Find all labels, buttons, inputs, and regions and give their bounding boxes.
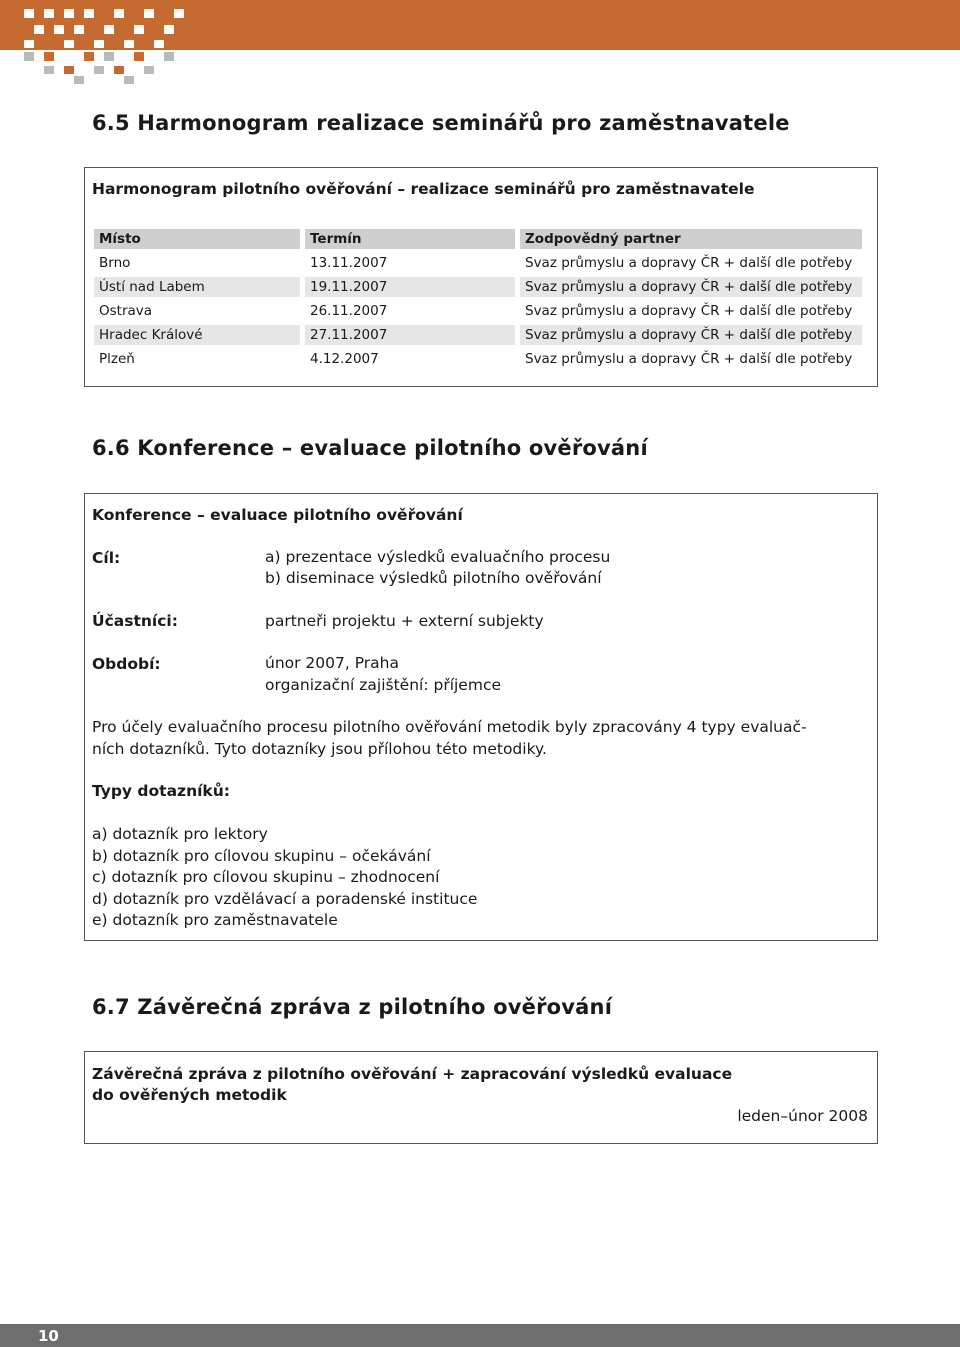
cell-date: 19.11.2007: [305, 277, 515, 297]
cell-partner: Svaz průmyslu a dopravy ČR + další dle potřeby: [525, 303, 853, 319]
period-label: Období:: [92, 655, 161, 673]
list-item: c) dotazník pro cílovou skupinu – zhodnocení: [92, 868, 440, 886]
footer-band: [0, 1324, 960, 1347]
period-line-1: únor 2007, Praha: [265, 654, 399, 672]
list-item: b) dotazník pro cílovou skupinu – očekávání: [92, 846, 431, 865]
final-report-date: leden–únor 2008: [737, 1107, 868, 1125]
cell-place: Brno: [99, 255, 131, 271]
cell-place: Plzeň: [99, 351, 135, 367]
cell-partner: Svaz průmyslu a dopravy ČR + další dle potřeby: [525, 255, 853, 271]
final-report-title-line-2: do ověřených metodik: [92, 1086, 287, 1104]
schedule-table: [89, 225, 867, 373]
period-line-2: organizační zajištění: příjemce: [265, 676, 501, 694]
cell-date: 13.11.2007: [310, 255, 388, 271]
list-item: a) dotazník pro lektory: [92, 825, 268, 843]
schedule-box: [84, 167, 878, 387]
questionnaire-types-label: Typy dotazníků:: [92, 782, 230, 800]
evaluation-paragraph-line-1: Pro účely evaluačního procesu pilotního ověřování metodik byly zpracovány 4 typy evaluač-: [92, 718, 807, 736]
table-row: [94, 277, 862, 297]
questionnaire-list: [92, 824, 477, 932]
final-report-title-line-1: Závěrečná zpráva z pilotního ověřování + zapracování výsledků evaluace: [92, 1065, 733, 1083]
list-item: e) dotazník pro zaměstnavatele: [92, 911, 338, 929]
cell-place: Hradec Králové: [94, 325, 300, 345]
cell-partner: Svaz průmyslu a dopravy ČR + další dle potřeby: [525, 351, 853, 367]
section-heading-6-5: 6.5 Harmonogram realizace seminářů pro zaměstnavatele: [92, 111, 790, 135]
schedule-box-title: Harmonogram pilotního ověřování – realizace seminářů pro zaměstnavatele: [92, 180, 755, 198]
table-row: [94, 301, 862, 321]
conference-box: [84, 493, 878, 941]
column-header-partner: Zodpovědný partner: [520, 229, 862, 249]
column-header-place: Místo: [94, 229, 300, 249]
goal-b: b) diseminace výsledků pilotního ověřování: [265, 569, 602, 587]
final-report-box: [84, 1051, 878, 1144]
cell-date: 27.11.2007: [305, 325, 515, 345]
table-header-row: [94, 229, 862, 249]
column-header-date: Termín: [305, 229, 515, 249]
goal-a: a) prezentace výsledků evaluačního procesu: [265, 548, 611, 566]
conference-box-title: Konference – evaluace pilotního ověřování: [92, 506, 463, 524]
pixel-logo: [0, 0, 200, 85]
table-row: [94, 253, 862, 273]
page-number: 10: [38, 1327, 59, 1345]
section-heading-6-6: 6.6 Konference – evaluace pilotního ověřování: [92, 436, 648, 460]
cell-place: Ústí nad Labem: [94, 277, 300, 297]
table-row: [94, 325, 862, 345]
section-heading-6-7: 6.7 Závěrečná zpráva z pilotního ověřování: [92, 995, 613, 1019]
cell-place: Ostrava: [99, 303, 153, 319]
cell-partner: Svaz průmyslu a dopravy ČR + další dle potřeby: [520, 325, 862, 345]
participants-text: partneři projektu + externí subjekty: [265, 612, 544, 630]
cell-date: 26.11.2007: [310, 303, 388, 319]
list-item: d) dotazník pro vzdělávací a poradenské instituce: [92, 889, 478, 908]
table-row: [94, 349, 862, 369]
cell-date: 4.12.2007: [310, 351, 379, 367]
participants-label: Účastníci:: [92, 612, 178, 630]
evaluation-paragraph-line-2: ních dotazníků. Tyto dotazníky jsou přílohou této metodiky.: [92, 740, 547, 758]
cell-partner: Svaz průmyslu a dopravy ČR + další dle potřeby: [520, 277, 862, 297]
goal-label: Cíl:: [92, 549, 121, 567]
